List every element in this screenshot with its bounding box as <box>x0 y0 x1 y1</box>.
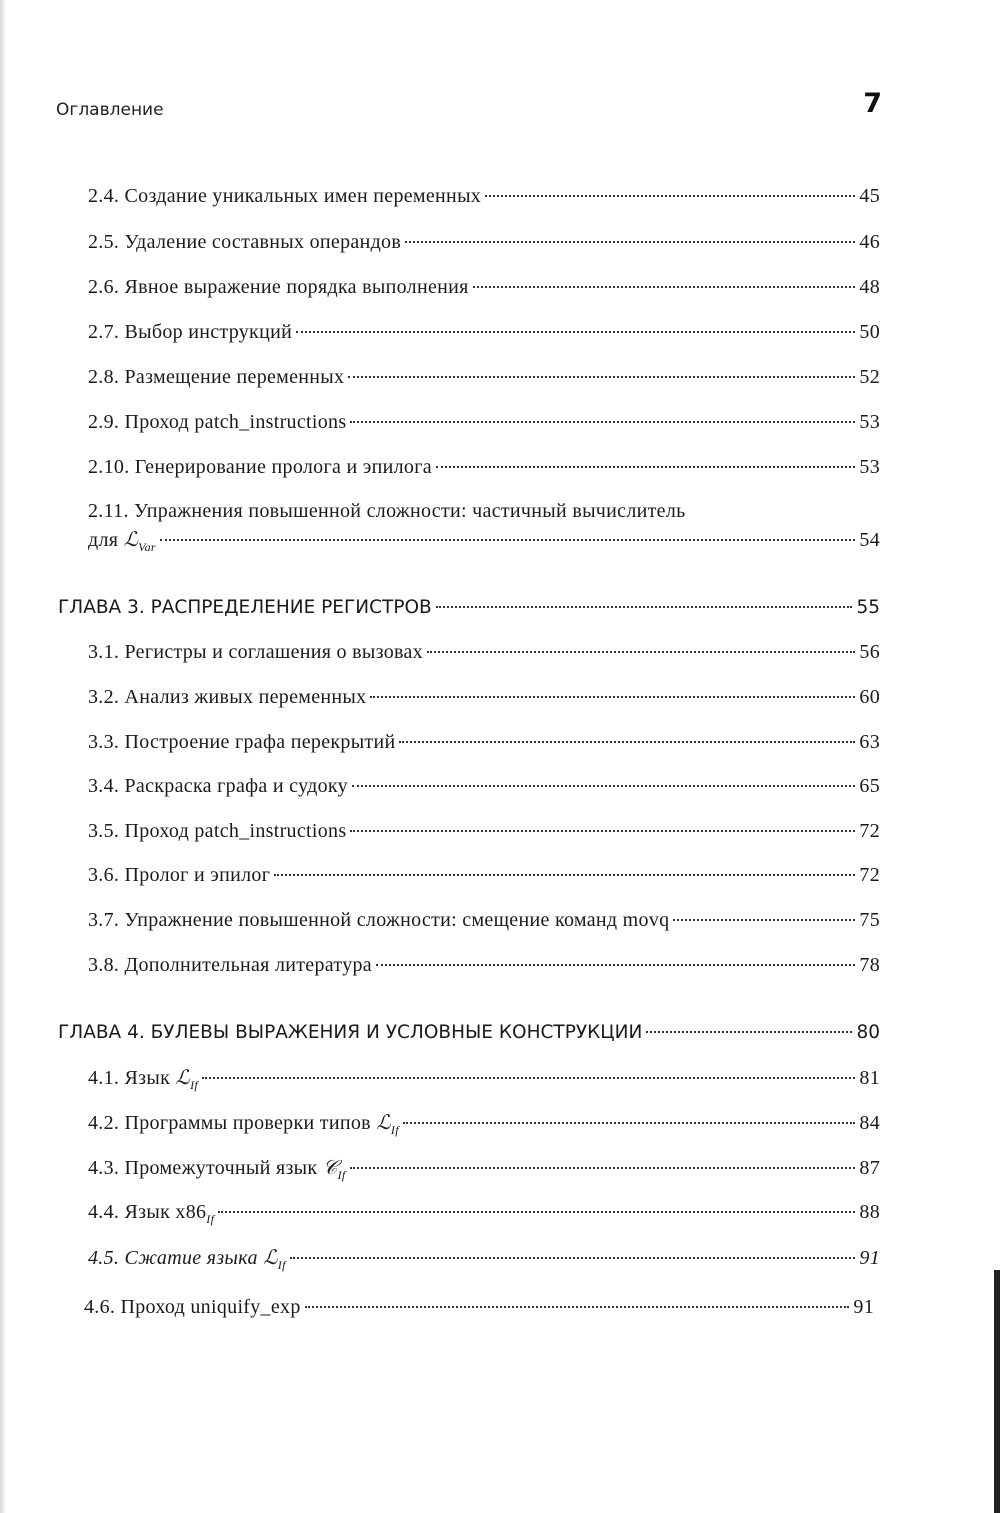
toc-entry-title <box>88 525 156 561</box>
toc-entry-2-11 <box>88 525 880 553</box>
toc-entry-page: 53 <box>859 411 880 433</box>
toc-entry-page: 63 <box>859 731 880 753</box>
leader-dots <box>405 241 855 243</box>
script-l-symbol: ℒ <box>376 1110 391 1134</box>
script-l-symbol: ℒ <box>175 1065 191 1089</box>
toc-entry-title: 3.7. Упражнение повышенной сложности: смещение команд movq <box>88 909 670 931</box>
toc-entry-page: 45 <box>859 185 880 207</box>
toc-entry-page: 87 <box>859 1157 880 1179</box>
leader-dots <box>350 830 855 832</box>
toc-entry-4-1 <box>88 1063 880 1091</box>
toc-entry-title <box>88 1153 346 1189</box>
leader-dots <box>485 195 855 197</box>
toc-entry-title-text: 4.5. Сжатие языка <box>88 1247 258 1269</box>
leader-dots <box>305 1306 850 1308</box>
subscript: If <box>190 1078 199 1092</box>
toc-entry-3-3 <box>88 728 880 756</box>
subscript: Var <box>138 540 156 554</box>
toc-entry-title-text: 4.1. Язык <box>88 1067 171 1089</box>
toc-entry-title: 3.8. Дополнительная литература <box>88 954 372 976</box>
leader-dots <box>436 606 853 608</box>
subscript: If <box>337 1168 346 1182</box>
toc-entry-page: 80 <box>856 1022 880 1043</box>
toc-entry-title: 2.9. Проход patch_instructions <box>88 411 347 433</box>
leader-dots <box>370 696 855 698</box>
toc-entry-page: 56 <box>859 641 880 663</box>
toc-entry-page: 91 <box>853 1296 874 1318</box>
toc-entry-page: 65 <box>859 775 880 797</box>
toc-entry-title <box>88 1198 214 1233</box>
toc-entry-title: 4.6. Проход uniquify_exp <box>84 1296 301 1318</box>
toc-entry-3-5 <box>88 817 880 845</box>
leader-dots <box>350 1167 856 1169</box>
leader-dots <box>290 1257 856 1259</box>
toc-entry-title: 3.4. Раскраска графа и судоку <box>88 775 348 797</box>
leader-dots <box>427 651 855 653</box>
toc-entry-2-5 <box>88 228 880 256</box>
toc-entry-title: 2.6. Явное выражение порядка выполнения <box>88 276 469 298</box>
toc-entry-page: 72 <box>859 820 880 842</box>
leader-dots <box>160 539 856 541</box>
toc-entry-page: 81 <box>859 1067 880 1089</box>
subscript: If <box>277 1258 286 1272</box>
subscript: If <box>206 1212 215 1226</box>
toc-entry-page: 53 <box>859 456 880 478</box>
toc-entry-2-4 <box>88 182 880 210</box>
leader-dots <box>296 331 855 333</box>
toc-entry-title: 3.6. Пролог и эпилог <box>88 864 271 886</box>
toc-entry-2-10 <box>88 453 880 481</box>
leader-dots <box>348 376 855 378</box>
toc-entry-page: 60 <box>859 686 880 708</box>
running-title: Оглавление <box>56 100 164 120</box>
leader-dots <box>376 964 855 966</box>
toc-entry-3-4 <box>88 772 880 800</box>
toc-entry-page: 88 <box>859 1201 880 1223</box>
toc-entry-page: 84 <box>859 1112 880 1134</box>
toc-chapter-title: ГЛАВА 4. БУЛЕВЫ ВЫРАЖЕНИЯ И УСЛОВНЫЕ КОНСТРУКЦИИ <box>58 1022 643 1043</box>
toc-entry-title: 3.1. Регистры и соглашения о вызовах <box>88 641 423 663</box>
subscript: If <box>390 1123 399 1137</box>
leader-dots <box>673 919 855 921</box>
toc-entry-page: 46 <box>859 231 880 253</box>
toc-entry-title: 2.4. Создание уникальных имен переменных <box>88 185 482 207</box>
toc-entry-title: 3.3. Построение графа перекрытий <box>88 731 396 753</box>
toc-entry-title: 3.5. Проход patch_instructions <box>88 820 347 842</box>
leader-dots <box>218 1211 855 1213</box>
toc-entry-title: 3.2. Анализ живых переменных <box>88 686 367 708</box>
page-number: 7 <box>863 88 882 119</box>
page-edge-dark <box>994 1270 1000 1513</box>
toc-entry-4-2 <box>88 1108 880 1136</box>
toc-entry-page: 55 <box>856 597 880 618</box>
toc-entry-title-text: 4.4. Язык x86 <box>88 1201 207 1223</box>
toc-entry-page: 75 <box>859 909 880 931</box>
leader-dots <box>202 1077 855 1079</box>
toc-entry-page: 91 <box>859 1247 880 1269</box>
toc-entry-page: 54 <box>859 529 880 551</box>
toc-entry-4-6 <box>84 1293 874 1321</box>
toc-entry-2-9 <box>88 408 880 436</box>
toc-entry-3-1 <box>88 638 880 666</box>
leader-dots <box>350 421 855 423</box>
toc-entry-page: 50 <box>859 321 880 343</box>
toc-entry-3-2 <box>88 683 880 711</box>
toc-entry-title <box>88 1063 198 1099</box>
toc-entry-4-4 <box>88 1198 880 1226</box>
toc-entry-4-5 <box>88 1243 880 1271</box>
script-l-symbol: ℒ <box>123 527 139 551</box>
toc-entry-title: 2.5. Удаление составных операндов <box>88 231 402 253</box>
toc-entry-page: 78 <box>859 954 880 976</box>
toc-entry-page: 48 <box>859 276 880 298</box>
toc-entry-3-6 <box>88 861 880 889</box>
toc-entry-page: 72 <box>859 864 880 886</box>
script-l-symbol: ℒ <box>263 1245 278 1269</box>
toc-entry-4-3 <box>88 1153 880 1181</box>
toc-entry-2-8 <box>88 363 880 391</box>
toc-chapter-3 <box>58 594 880 622</box>
leader-dots <box>274 874 855 876</box>
page-edge-shadow <box>0 0 6 1513</box>
toc-entry-2-6 <box>88 273 880 301</box>
script-c-symbol: 𝒞 <box>322 1155 338 1179</box>
toc-chapter-title: ГЛАВА 3. РАСПРЕДЕЛЕНИЕ РЕГИСТРОВ <box>58 597 432 618</box>
toc-entry-title: 2.10. Генерирование пролога и эпилога <box>88 456 432 478</box>
leader-dots <box>403 1122 856 1124</box>
toc-entry-2-11-line1: 2.11. Упражнения повышенной сложности: частичный вычислитель <box>88 500 686 522</box>
toc-chapter-4 <box>58 1019 880 1047</box>
leader-dots <box>646 1031 852 1033</box>
toc-entry-title-text: 4.3. Промежуточный язык <box>88 1157 318 1179</box>
toc-entry-title <box>88 1108 399 1144</box>
leader-dots <box>399 741 855 743</box>
toc-entry-title-text: 4.2. Программы проверки типов <box>88 1112 371 1134</box>
leader-dots <box>473 286 856 288</box>
toc-entry-title: 2.8. Размещение переменных <box>88 366 345 388</box>
toc-entry-title-prefix: для <box>88 529 119 551</box>
toc-entry-title <box>88 1243 286 1279</box>
toc-entry-page: 52 <box>859 366 880 388</box>
leader-dots <box>352 785 855 787</box>
toc-entry-title: 2.7. Выбор инструкций <box>88 321 293 343</box>
toc-entry-3-8 <box>88 951 880 979</box>
leader-dots <box>436 466 855 468</box>
toc-entry-3-7 <box>88 906 880 934</box>
toc-entry-2-7 <box>88 318 880 346</box>
